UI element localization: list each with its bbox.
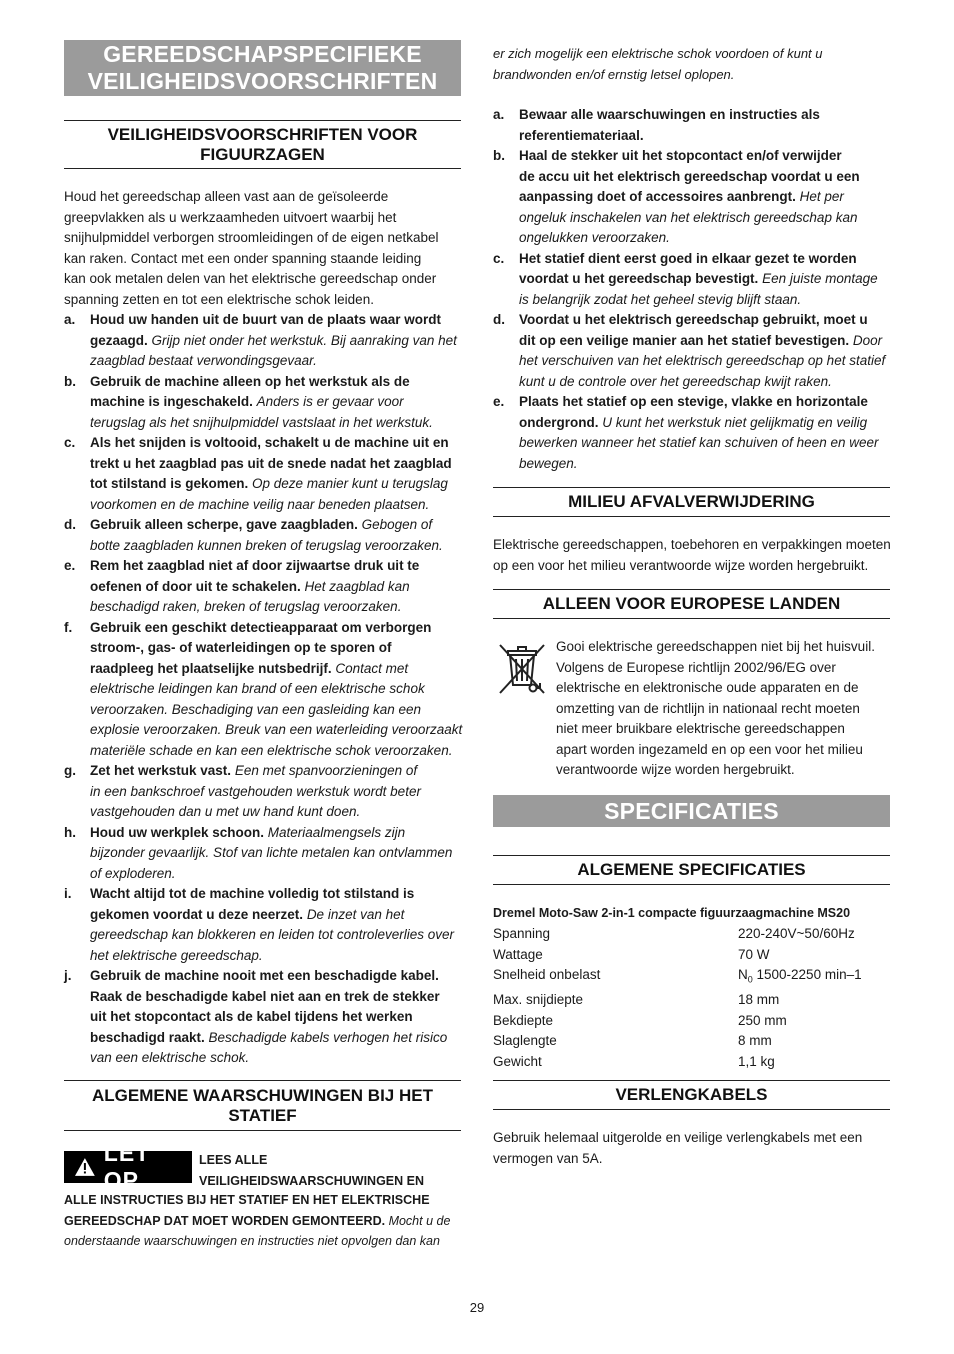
list-item-line	[519, 372, 903, 393]
list-item-line	[519, 331, 903, 352]
statief-heading-line-2: STATIEF	[228, 1106, 297, 1125]
italic-text: botte zaagbladen kunnen breken of terugslag veroorzaken.	[90, 537, 443, 553]
milieu-paragraph	[493, 535, 903, 576]
eu-heading: ALLEEN VOOR EUROPESE LANDEN	[493, 589, 890, 619]
italic-text: Een met spanvoorzieningen of	[234, 763, 418, 778]
list-item-line	[519, 310, 903, 331]
spec-value	[738, 924, 855, 945]
bold-text: aanpassing doet of accessoires aanbrengt.	[519, 189, 800, 204]
warning-triangle-icon	[74, 1157, 96, 1177]
bold-text: Rem het zaagblad niet af door zijwaartse druk uit te	[90, 558, 420, 573]
intro-line: kan raken. Contact met een onder spanning staande leiding	[64, 250, 422, 266]
list-item-label: c.	[64, 435, 76, 450]
bold-text: Gebruik de machine nooit met een beschadigde kabel.	[90, 968, 439, 983]
eu-line: elektrische en elektronische oude apparaten en de	[556, 680, 859, 695]
list-item-line	[90, 597, 474, 618]
spec-key: Slaglengte	[493, 1033, 557, 1049]
bold-text: raadpleeg het plaatselijke nutsbedrijf.	[90, 660, 336, 676]
italic-text: Grijp niet onder het werkstuk. Bij aanraking van het	[151, 332, 457, 348]
italic-text: Door	[852, 332, 883, 348]
list-item	[64, 310, 474, 372]
list-item	[493, 146, 903, 249]
list-item-line	[519, 269, 903, 290]
bold-text: gezaagd.	[90, 332, 152, 348]
bold-text: de accu uit het elektrisch gereedschap voordat u een	[519, 168, 860, 184]
list-item-label: f.	[64, 619, 73, 635]
warning-label: LET OP	[103, 1140, 151, 1193]
bold-text: oefenen of door uit te schakelen.	[90, 578, 305, 594]
list-item-line	[90, 372, 474, 393]
spec-row	[493, 945, 890, 966]
section-heading-line-2: FIGUURZAGEN	[200, 145, 325, 164]
intro-line: greepvlakken als u werkzaamheden uitvoert waarbij het	[64, 209, 397, 225]
list-item-line	[519, 105, 903, 126]
intro-line: kan ook metalen delen van het elektrische gereedschap onder	[64, 271, 437, 286]
spec-value	[738, 945, 770, 966]
italic-text: gereedschap kan blokkeren en leiden tot controleverlies over	[90, 927, 454, 942]
italic-text: Het zaagblad kan	[304, 578, 410, 594]
bold-text: GEREEDSCHAP DAT MOET WORDEN GEMONTEERD.	[64, 1213, 389, 1228]
italic-text: Het per	[799, 189, 844, 204]
italic-text: vastgehouden dan u met uw hand kunt doen.	[90, 804, 361, 819]
spec-row	[493, 924, 890, 945]
list-item	[64, 761, 474, 823]
warning-body	[64, 1190, 474, 1252]
italic-text: explosie veroorzaken. Breuk van een waterleiding veroorzaakt	[90, 722, 463, 737]
list-item-line	[519, 290, 903, 311]
list-item	[64, 823, 474, 885]
italic-text: U kunt het werkstuk niet gelijkmatig en veilig	[602, 414, 868, 430]
eu-line: Gooi elektrische gereedschappen niet bij het huisvuil.	[556, 639, 875, 654]
statief-list	[493, 105, 903, 474]
bold-text: Gebruik de machine alleen op het werkstuk als de	[90, 373, 410, 389]
spec-row	[493, 1011, 890, 1032]
italic-text: veroorzaken. Beschadiging van een gasleiding kan een	[90, 701, 421, 717]
section-heading-line-1: VEILIGHEIDSVOORSCHRIFTEN VOOR	[107, 125, 418, 144]
list-item	[64, 372, 474, 434]
italic-text: Anders is er gevaar voor	[256, 394, 404, 409]
bold-text: beschadigd raakt.	[90, 1029, 209, 1045]
list-item-line	[519, 433, 903, 454]
list-item	[64, 556, 474, 618]
list-item-line	[519, 413, 903, 434]
italic-text: zaagblad bestaat verwondingsgevaar.	[90, 353, 317, 368]
bold-text: tot stilstand is gekomen.	[90, 476, 253, 491]
cable-paragraph	[493, 1128, 903, 1169]
bold-text: Gebruik een geschikt detectieapparaat om verborgen	[90, 619, 432, 635]
bold-text: Plaats het statief op een stevige, vlakke en horizontale	[519, 394, 868, 409]
warning-heading-line-1: LEES ALLE	[199, 1153, 268, 1167]
warning-heading	[199, 1150, 424, 1191]
spec-value-text: 1500-2250 min–1	[752, 967, 862, 982]
list-item-label: h.	[64, 824, 76, 840]
bold-text: dit op een veilige manier aan het statief bevestigen.	[519, 332, 853, 348]
eu-line: apart worden ingezameld en op een voor het milieu	[556, 741, 863, 757]
list-item-label: e.	[64, 558, 76, 573]
bold-text: uit het stopcontact als de kabel tijdens het werken	[90, 1009, 413, 1024]
warning-body-line	[64, 1231, 474, 1252]
list-item-line	[90, 884, 474, 905]
spec-value-text: 70 W	[738, 946, 770, 962]
milieu-heading: MILIEU AFVALVERWIJDERING	[493, 487, 890, 517]
bold-text: trekt u het zaagblad pas uit de snede nadat het zaagblad	[90, 455, 452, 471]
spec-value	[738, 990, 779, 1011]
italic-text: voorkomen en de machine veilig naar beneden plaatsen.	[90, 496, 430, 512]
list-item-line	[519, 249, 903, 270]
italic-text: Contact met	[335, 660, 409, 676]
intro-paragraph	[64, 187, 461, 310]
bold-text: ondergrond.	[519, 414, 603, 430]
banner-line-2: VEILIGHEIDSVOORSCHRIFTEN	[87, 68, 438, 94]
list-item-label: b.	[64, 373, 76, 389]
italic-text: bewegen.	[519, 455, 578, 471]
italic-text: het verschuiven van het elektrisch gereedschap op het statief	[519, 353, 886, 368]
list-item-line	[90, 638, 474, 659]
list-item	[64, 618, 474, 762]
list-item-line	[90, 1028, 474, 1049]
bold-text: stroom-, gas- of waterleidingen op te sporen of	[90, 640, 392, 655]
list-item-line	[90, 987, 474, 1008]
spec-table	[493, 924, 890, 1072]
spec-key: Max. snijdiepte	[493, 992, 584, 1008]
bold-text: voordat u het gereedschap bevestigt.	[519, 271, 763, 286]
warning-body-line	[64, 1190, 474, 1211]
list-item	[64, 433, 474, 515]
spec-value-prefix: N	[738, 967, 748, 982]
list-item-line	[90, 864, 474, 885]
cable-line: vermogen van 5A.	[493, 1150, 603, 1166]
spec-row	[493, 1052, 890, 1073]
italic-text: van een elektrische schok.	[90, 1050, 250, 1065]
list-item-line	[90, 679, 474, 700]
bold-text: Voordat u het elektrisch gereedschap gebruikt, moet u	[519, 312, 868, 327]
italic-text: Een juiste montage	[762, 271, 878, 286]
list-item-label: a.	[64, 312, 76, 327]
list-item-label: b.	[493, 148, 505, 163]
list-item-label: e.	[493, 394, 505, 409]
italic-text: Gebogen of	[361, 517, 433, 532]
list-item-line	[90, 925, 474, 946]
list-item-line	[90, 495, 474, 516]
italic-text: elektrische leidingen kan brand of een elektrische schok	[90, 681, 425, 696]
italic-text: ongeluk inschakelen van het elektrisch gereedschap kan	[519, 209, 858, 225]
list-item-line	[90, 720, 474, 741]
list-item-line	[90, 536, 474, 557]
list-item-line	[90, 761, 474, 782]
italic-text: Beschadigde kabels verhogen het risico	[208, 1029, 448, 1045]
list-item-line	[90, 310, 474, 331]
italic-text: kunt u de controle over het gereedschap kwijt raken.	[519, 373, 832, 389]
list-item-line	[519, 392, 903, 413]
list-item-line	[90, 905, 474, 926]
italic-text: Mocht u de	[388, 1213, 451, 1228]
italic-text: bijzonder gevaarlijk. Stof van lichte metalen kan ontvlammen	[90, 845, 453, 860]
italic-text: bewerken wanneer het statief kan schuiven of heen en weer	[519, 435, 879, 450]
bold-text: Raak de beschadigde kabel niet aan en trek de stekker	[90, 988, 440, 1004]
italic-text: het elektrische gereedschap.	[90, 947, 263, 963]
bold-text: Houd uw werkplek schoon.	[90, 824, 268, 840]
bold-text: Zet het werkstuk vast.	[90, 763, 235, 778]
warning-heading-line-2: VEILIGHEIDSWAARSCHUWINGEN EN	[199, 1173, 425, 1188]
bold-text: Als het snijden is voltooid, schakelt u de machine uit en	[90, 435, 449, 450]
weee-bin-icon	[496, 641, 550, 699]
specificaties-banner: SPECIFICATIES	[493, 795, 890, 827]
list-item	[493, 249, 903, 311]
italic-text: materiële schade en kan een elektrische schok veroorzaken.	[90, 742, 453, 758]
list-item	[493, 310, 903, 392]
italic-text: terugslag als het snijhulpmiddel vastslaat in het werkstuk.	[90, 414, 433, 430]
list-item-line	[90, 782, 474, 803]
list-item-label: a.	[493, 107, 505, 122]
list-item-line	[519, 126, 903, 147]
list-item-line	[90, 351, 474, 372]
list-item-line	[90, 454, 474, 475]
list-item-line	[519, 187, 903, 208]
eu-line: verantwoorde wijze worden hergebruikt.	[556, 762, 795, 777]
bold-text: Gebruik alleen scherpe, gave zaagbladen.	[90, 517, 362, 532]
bold-text: Haal de stekker uit het stopcontact en/of verwijder	[519, 148, 842, 163]
eu-line: Volgens de Europese richtlijn 2002/96/EG over	[556, 659, 836, 675]
list-item	[64, 884, 474, 966]
warning-body-line	[64, 1211, 474, 1232]
spec-value-text: 8 mm	[738, 1033, 772, 1049]
list-item-line	[90, 946, 474, 967]
list-item-line	[90, 1048, 474, 1069]
list-item-line	[519, 208, 903, 229]
list-item	[493, 105, 903, 146]
bold-text: Wacht altijd tot de machine volledig tot stilstand is	[90, 886, 415, 901]
spec-key: Gewicht	[493, 1053, 542, 1069]
list-item-line	[90, 433, 474, 454]
spec-value-text: 250 mm	[738, 1012, 787, 1028]
spec-row	[493, 965, 890, 990]
spec-value	[738, 965, 862, 990]
list-item-line	[90, 966, 474, 987]
list-item-line	[90, 843, 474, 864]
list-item-line	[90, 331, 474, 352]
warning-continued-line: brandwonden en/of ernstig letsel oplopen.	[493, 66, 735, 82]
bold-text: gekomen voordat u deze neerzet.	[90, 906, 307, 922]
list-item-line	[90, 1007, 474, 1028]
spec-row	[493, 990, 890, 1011]
statief-heading	[64, 1080, 461, 1131]
spec-key: Wattage	[493, 946, 543, 962]
spec-value-subscript: 0	[747, 974, 753, 985]
section-banner	[64, 40, 461, 96]
eu-line: niet meer bruikbare elektrische gereedschappen	[556, 721, 845, 736]
list-item-line	[519, 167, 903, 188]
eu-line: omzetting van de richtlijn in nationaal recht moeten	[556, 700, 860, 716]
intro-line: spanning zetten en tot een elektrische schok leiden.	[64, 291, 374, 307]
spec-value-text: 1,1 kg	[738, 1053, 775, 1069]
spec-value	[738, 1052, 775, 1073]
list-item-label: i.	[64, 886, 72, 901]
spec-value	[738, 1031, 772, 1052]
list-item-line	[90, 659, 474, 680]
cable-line: Gebruik helemaal uitgerolde en veilige verlengkabels met een	[493, 1130, 863, 1145]
list-item-line	[90, 577, 474, 598]
list-item-line	[519, 454, 903, 475]
list-item-line	[519, 146, 903, 167]
list-item-line	[519, 351, 903, 372]
list-item-label: c.	[493, 250, 505, 266]
intro-line: Houd het gereedschap alleen vast aan de geïsoleerde	[64, 189, 389, 204]
spec-key: Spanning	[493, 926, 551, 941]
specs-heading: ALGEMENE SPECIFICATIES	[493, 855, 890, 885]
italic-text: of exploderen.	[90, 865, 176, 881]
list-item-label: g.	[64, 763, 76, 778]
list-item-line	[90, 802, 474, 823]
list-item-line	[90, 392, 474, 413]
milieu-line: op een voor het milieu verantwoorde wijze worden hergebruikt.	[493, 557, 869, 573]
italic-text: Op deze manier kunt u terugslag	[252, 476, 448, 491]
italic-text: ongelukken veroorzaken.	[519, 230, 670, 245]
banner-line-1: GEREEDSCHAPSPECIFIEKE	[103, 41, 422, 67]
bold-text: ALLE INSTRUCTIES BIJ HET STATIEF EN HET ELEKTRISCHE	[64, 1193, 430, 1207]
bold-text: referentiemateriaal.	[519, 127, 644, 143]
list-item-label: j.	[64, 968, 72, 983]
product-name: Dremel Moto-Saw 2-in-1 compacte figuurzaagmachine MS20	[493, 906, 851, 920]
list-item-line	[519, 228, 903, 249]
spec-value	[738, 1011, 787, 1032]
spec-key: Bekdiepte	[493, 1012, 554, 1028]
milieu-line: Elektrische gereedschappen, toebehoren en verpakkingen moeten	[493, 537, 891, 552]
section-heading	[64, 120, 461, 169]
italic-text: beschadigd raken, breken of terugslag veroorzaken.	[90, 599, 402, 614]
spec-key: Snelheid onbelast	[493, 967, 601, 982]
spec-value-text: 18 mm	[738, 992, 780, 1008]
italic-text: Materiaalmengsels zijn	[267, 824, 406, 840]
list-item-line	[90, 413, 474, 434]
list-item-label: d.	[64, 517, 76, 532]
list-item	[493, 392, 903, 474]
safety-list	[64, 310, 474, 1069]
bold-text: Bewaar alle waarschuwingen en instructies als	[519, 107, 820, 122]
list-item-line	[90, 515, 474, 536]
list-item-line	[90, 823, 474, 844]
list-item-line	[90, 474, 474, 495]
list-item-label: d.	[493, 312, 505, 327]
warning-continued-line: er zich mogelijk een elektrische schok voordoen of kunt u	[493, 46, 823, 61]
list-item-line	[90, 700, 474, 721]
bold-text: Houd uw handen uit de buurt van de plaats waar wordt	[90, 312, 442, 327]
list-item-line	[90, 618, 474, 639]
italic-text: is belangrijk zodat het geheel stevig blijft staan.	[519, 291, 802, 307]
list-item	[64, 515, 474, 556]
cable-heading: VERLENGKABELS	[493, 1080, 890, 1110]
bold-text: machine is ingeschakeld.	[90, 394, 257, 409]
warning-label-box	[64, 1140, 192, 1193]
list-item	[64, 966, 474, 1069]
bold-text: Het statief dient eerst goed in elkaar gezet te worden	[519, 250, 857, 266]
list-item-line	[90, 741, 474, 762]
italic-text: onderstaande waarschuwingen en instructies niet opvolgen dan kan	[64, 1234, 440, 1248]
eu-paragraph	[556, 637, 896, 781]
list-item-line	[90, 556, 474, 577]
intro-line: snijhulpmiddel verborgen stroomleidingen of de eigen netkabel	[64, 230, 439, 245]
spec-value-text: 220-240V~50/60Hz	[738, 926, 855, 941]
page-number: 29	[469, 1300, 485, 1315]
warning-continued	[493, 44, 890, 85]
italic-text: in een bankschroef vastgehouden werkstuk wordt beter	[90, 783, 421, 799]
spec-row	[493, 1031, 890, 1052]
italic-text: De inzet van het	[306, 906, 405, 922]
statief-heading-line-1: ALGEMENE WAARSCHUWINGEN BIJ HET	[92, 1086, 433, 1105]
